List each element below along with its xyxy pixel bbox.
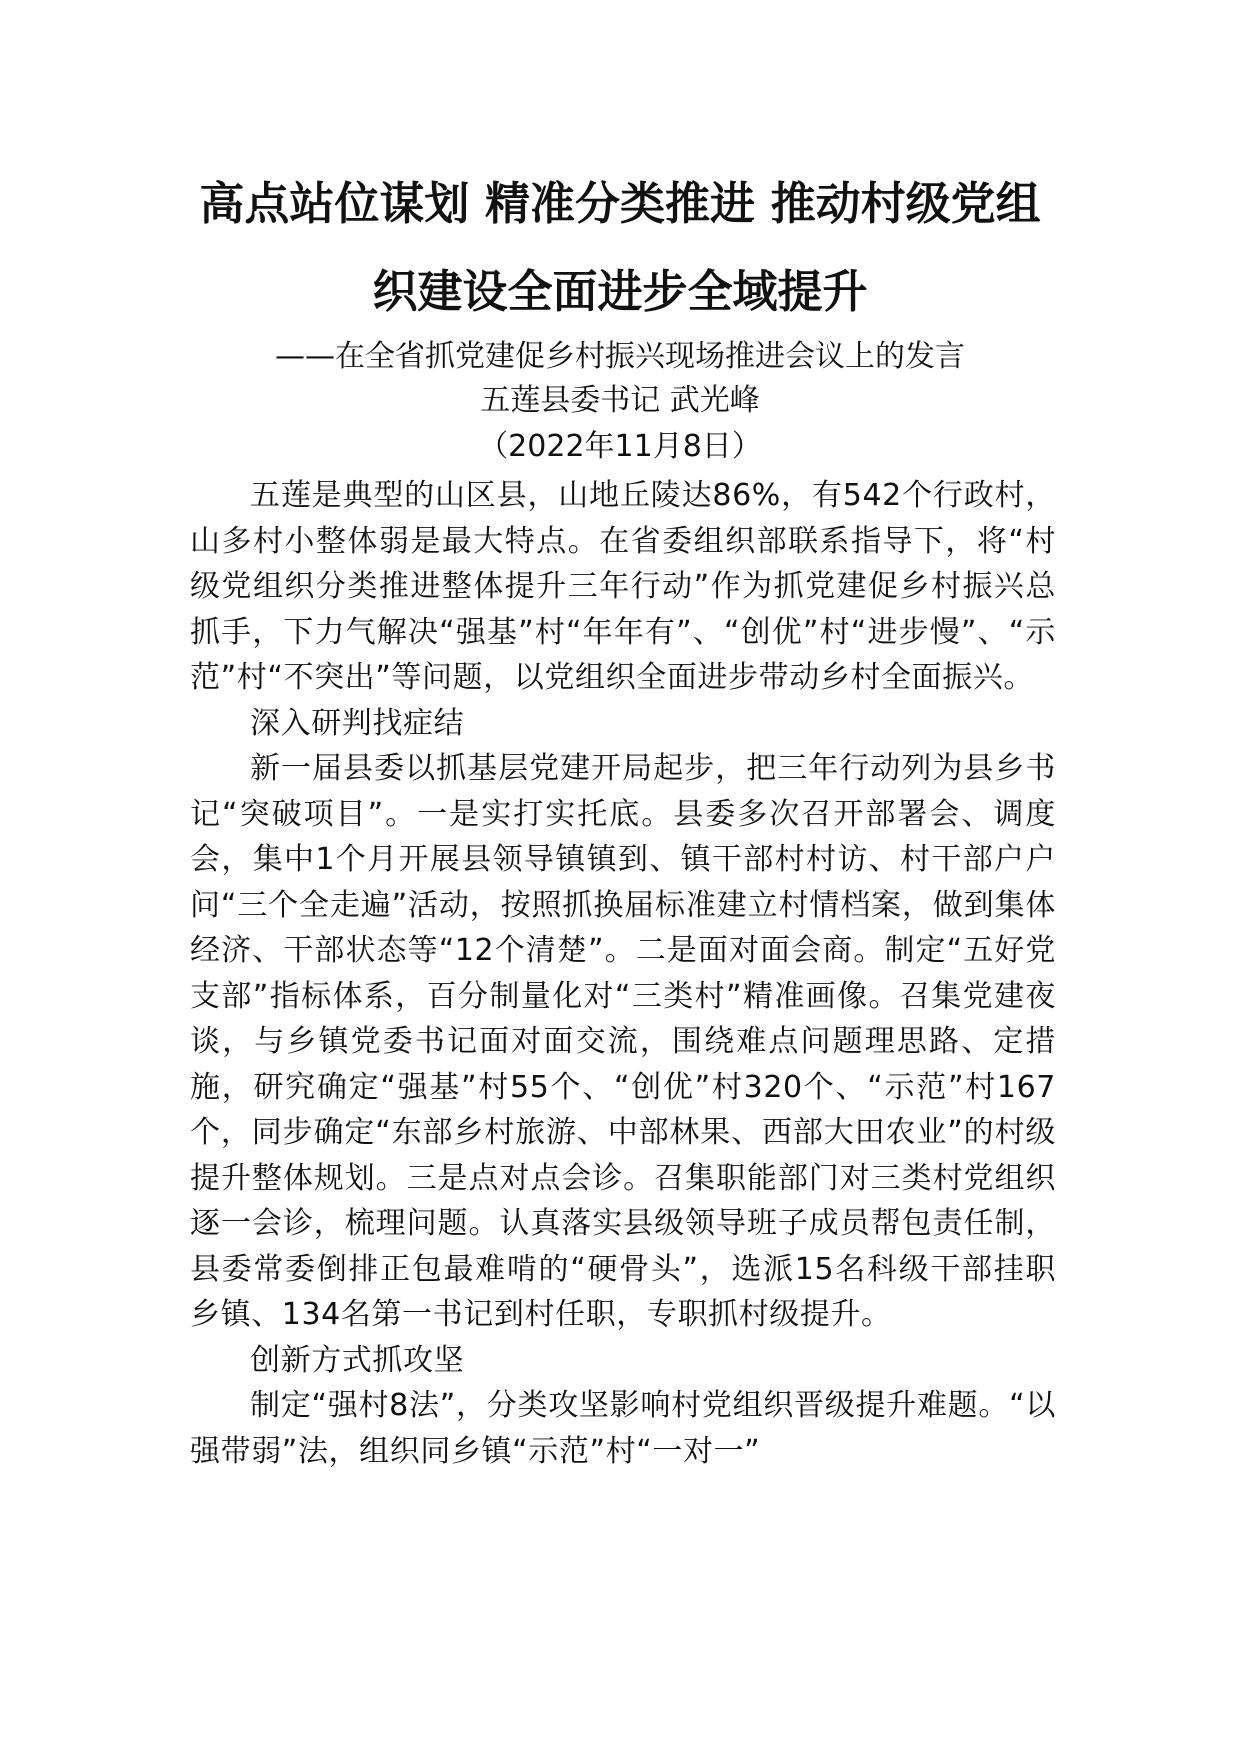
document-body [190,473,1056,1474]
section-paragraph-1: 新一届县委以抓基层党建开局起步，把三年行动列为县乡书记“突破项目”。一是实打实托底。县委多次召开部署会、调度会，集中1个月开展县领导镇镇到、镇干部村村访、村干部户户问“三个全走遍”活动，按照抓换届标准建立村情档案，做到集体经济、干部状态等“12个清楚”。二是面对面会商。制定“五好党支部”指标体系，百分制量化对“三类村”精准画像。召集党建夜谈，与乡镇党委书记面对面交流，围绕难点问题理思路、定措施，研究确定“强基”村55个、“创优”村320个、“示范”村167个，同步确定“东部乡村旅游、中部林果、西部大田农业”的村级提升整体规划。三是点对点会诊。召集职能部门对三类村党组织逐一会诊，梳理问题。认真落实县级领导班子成员帮包责任制，县委常委倒排正包最难啃的“硬骨头”，选派15名科级干部挂职乡镇、134名第一书记到村任职，专职抓村级提升。 [190,751,1056,1332]
document-author: 五莲县委书记 武光峰 [480,383,760,418]
section-paragraph-2: 制定“强村8法”，分类攻坚影响村党组织晋级提升难题。“以强带弱”法，组织同乡镇“示范”村“一对一” [190,1388,1056,1469]
document-title [150,160,1090,336]
document-subtitle: ——在全省抓党建促乡村振兴现场推进会议上的发言 [275,339,965,374]
title-line-2: 织建设全面进步全域提升 [372,265,868,318]
title-line-1: 高点站位谋划 精准分类推进 推动村级党组 [199,177,1041,230]
section-heading-2: 创新方式抓攻坚 [250,1342,465,1378]
document-date: （2022年11月8日） [478,429,762,464]
section-heading-1: 深入研判找症结 [250,705,465,741]
intro-paragraph: 五莲是典型的山区县，山地丘陵达86%，有542个行政村，山多村小整体弱是最大特点。在省委组织部联系指导下，将“村级党组织分类推进整体提升三年行动”作为抓党建促乡村振兴总抓手，下力气解决“强基”村“年年有”、“创优”村“进步慢”、“示范”村“不突出”等问题，以党组织全面进步带动乡村全面振兴。 [190,478,1056,695]
